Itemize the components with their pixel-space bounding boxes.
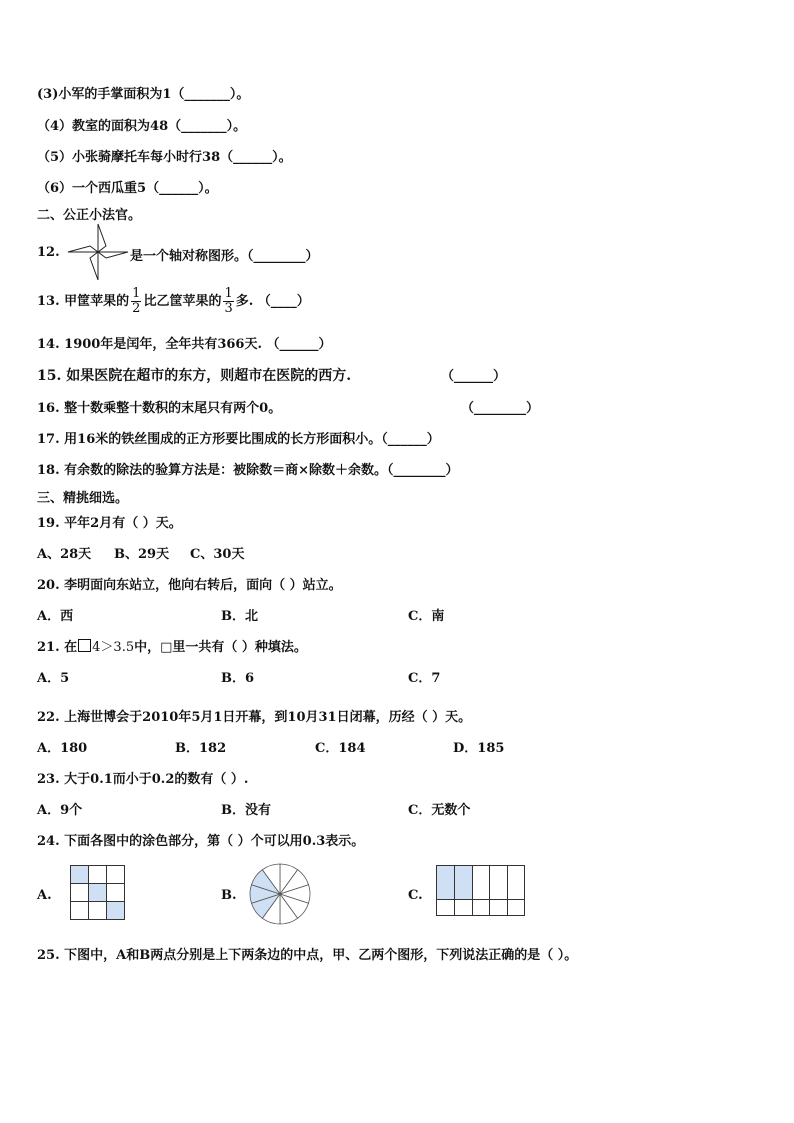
question-24: 24. 下面各图中的涂色部分，第（ ）个可以用0.3表示。 — [37, 834, 365, 849]
q23-option-c: C．无数个 — [408, 803, 471, 818]
question-6: （6）一个西瓜重5（______）。 — [37, 181, 218, 196]
question-16: 16. 整十数乘整十数积的末尾只有两个0。 — [37, 401, 282, 416]
grid-figure-a — [70, 865, 126, 921]
question-18: 18. 有余数的除法的验算方法是：被除数＝商×除数＋余数。（________） — [37, 463, 459, 478]
circle-figure-b — [248, 862, 312, 926]
question-14: 14. 1900年是闰年，全年共有366天. （______） — [37, 337, 332, 352]
question-17: 17. 用16米的铁丝围成的正方形要比围成的长方形面积小。（______） — [37, 432, 440, 447]
q19-option-c: C、30天 — [190, 547, 245, 562]
q21-post: 中，□里一共有（ ）种填法。 — [134, 640, 307, 655]
question-15: 15. 如果医院在超市的东方，则超市在医院的西方. — [37, 368, 352, 384]
question-3: (3)小军的手掌面积为1（_______）。 — [37, 87, 250, 102]
question-12-number: 12. — [37, 245, 60, 260]
q22-option-c: C．184 — [315, 741, 366, 756]
q22-option-b: B．182 — [175, 741, 227, 756]
q20-option-a: A．西 — [37, 609, 74, 624]
question-25: 25. 下图中，A和B两点分别是上下两条边的中点，甲、乙两个图形，下列说法正确的是（ ）。 — [37, 948, 578, 963]
question-15-blank: （______） — [441, 369, 507, 384]
q21-option-b: B．6 — [221, 671, 255, 686]
q13-mid: 比乙筐苹果的 — [143, 294, 222, 309]
q20-option-b: B．北 — [221, 609, 258, 624]
question-22: 22. 上海世博会于2010年5月1日开幕，到10月31日闭幕，历经（ ）天。 — [37, 710, 472, 725]
q24-option-a: A. — [37, 888, 52, 903]
q13-post: 多. （____） — [235, 294, 310, 309]
question-19: 19. 平年2月有（ ）天。 — [37, 516, 182, 531]
section-heading-choice: 三、精挑细选。 — [37, 491, 129, 506]
empty-box-icon — [78, 639, 91, 652]
q13-pre: 13. 甲筐苹果的 — [37, 294, 130, 309]
q23-option-b: B．没有 — [221, 803, 271, 818]
q22-option-d: D．185 — [453, 741, 505, 756]
question-5: （5）小张骑摩托车每小时行38（______）。 — [37, 150, 292, 165]
q19-option-a: A、28天 — [37, 547, 92, 562]
q19-option-b: B、29天 — [114, 547, 170, 562]
bar-figure-c — [436, 865, 528, 917]
q21-inequality: 4＞3.5 — [92, 640, 135, 655]
q24-option-b: B. — [221, 888, 237, 903]
pinwheel-icon — [66, 222, 130, 282]
fraction-one-third: $\frac{1}{3}$ — [224, 286, 233, 316]
q24-option-c: C. — [408, 888, 423, 903]
question-4: （4）教室的面积为48（_______）。 — [37, 119, 247, 134]
q20-option-c: C．南 — [408, 609, 445, 624]
question-16-blank: （________） — [461, 401, 540, 416]
question-23: 23. 大于0.1而小于0.2的数有（ ）. — [37, 772, 249, 787]
question-13 — [37, 287, 310, 316]
q23-option-a: A．9个 — [37, 803, 83, 818]
section-heading-judge: 二、公正小法官。 — [37, 208, 142, 223]
q21-option-a: A．5 — [37, 671, 70, 686]
q22-option-a: A．180 — [37, 741, 88, 756]
question-20: 20. 李明面向东站立，他向右转后，面向（ ）站立。 — [37, 578, 342, 593]
question-12-text: 是一个轴对称图形。（________） — [130, 249, 319, 264]
fraction-one-half: $\frac{1}{2}$ — [132, 286, 141, 316]
q21-pre: 21. 在 — [37, 640, 78, 655]
q21-option-c: C．7 — [408, 671, 441, 686]
question-21 — [37, 636, 307, 655]
